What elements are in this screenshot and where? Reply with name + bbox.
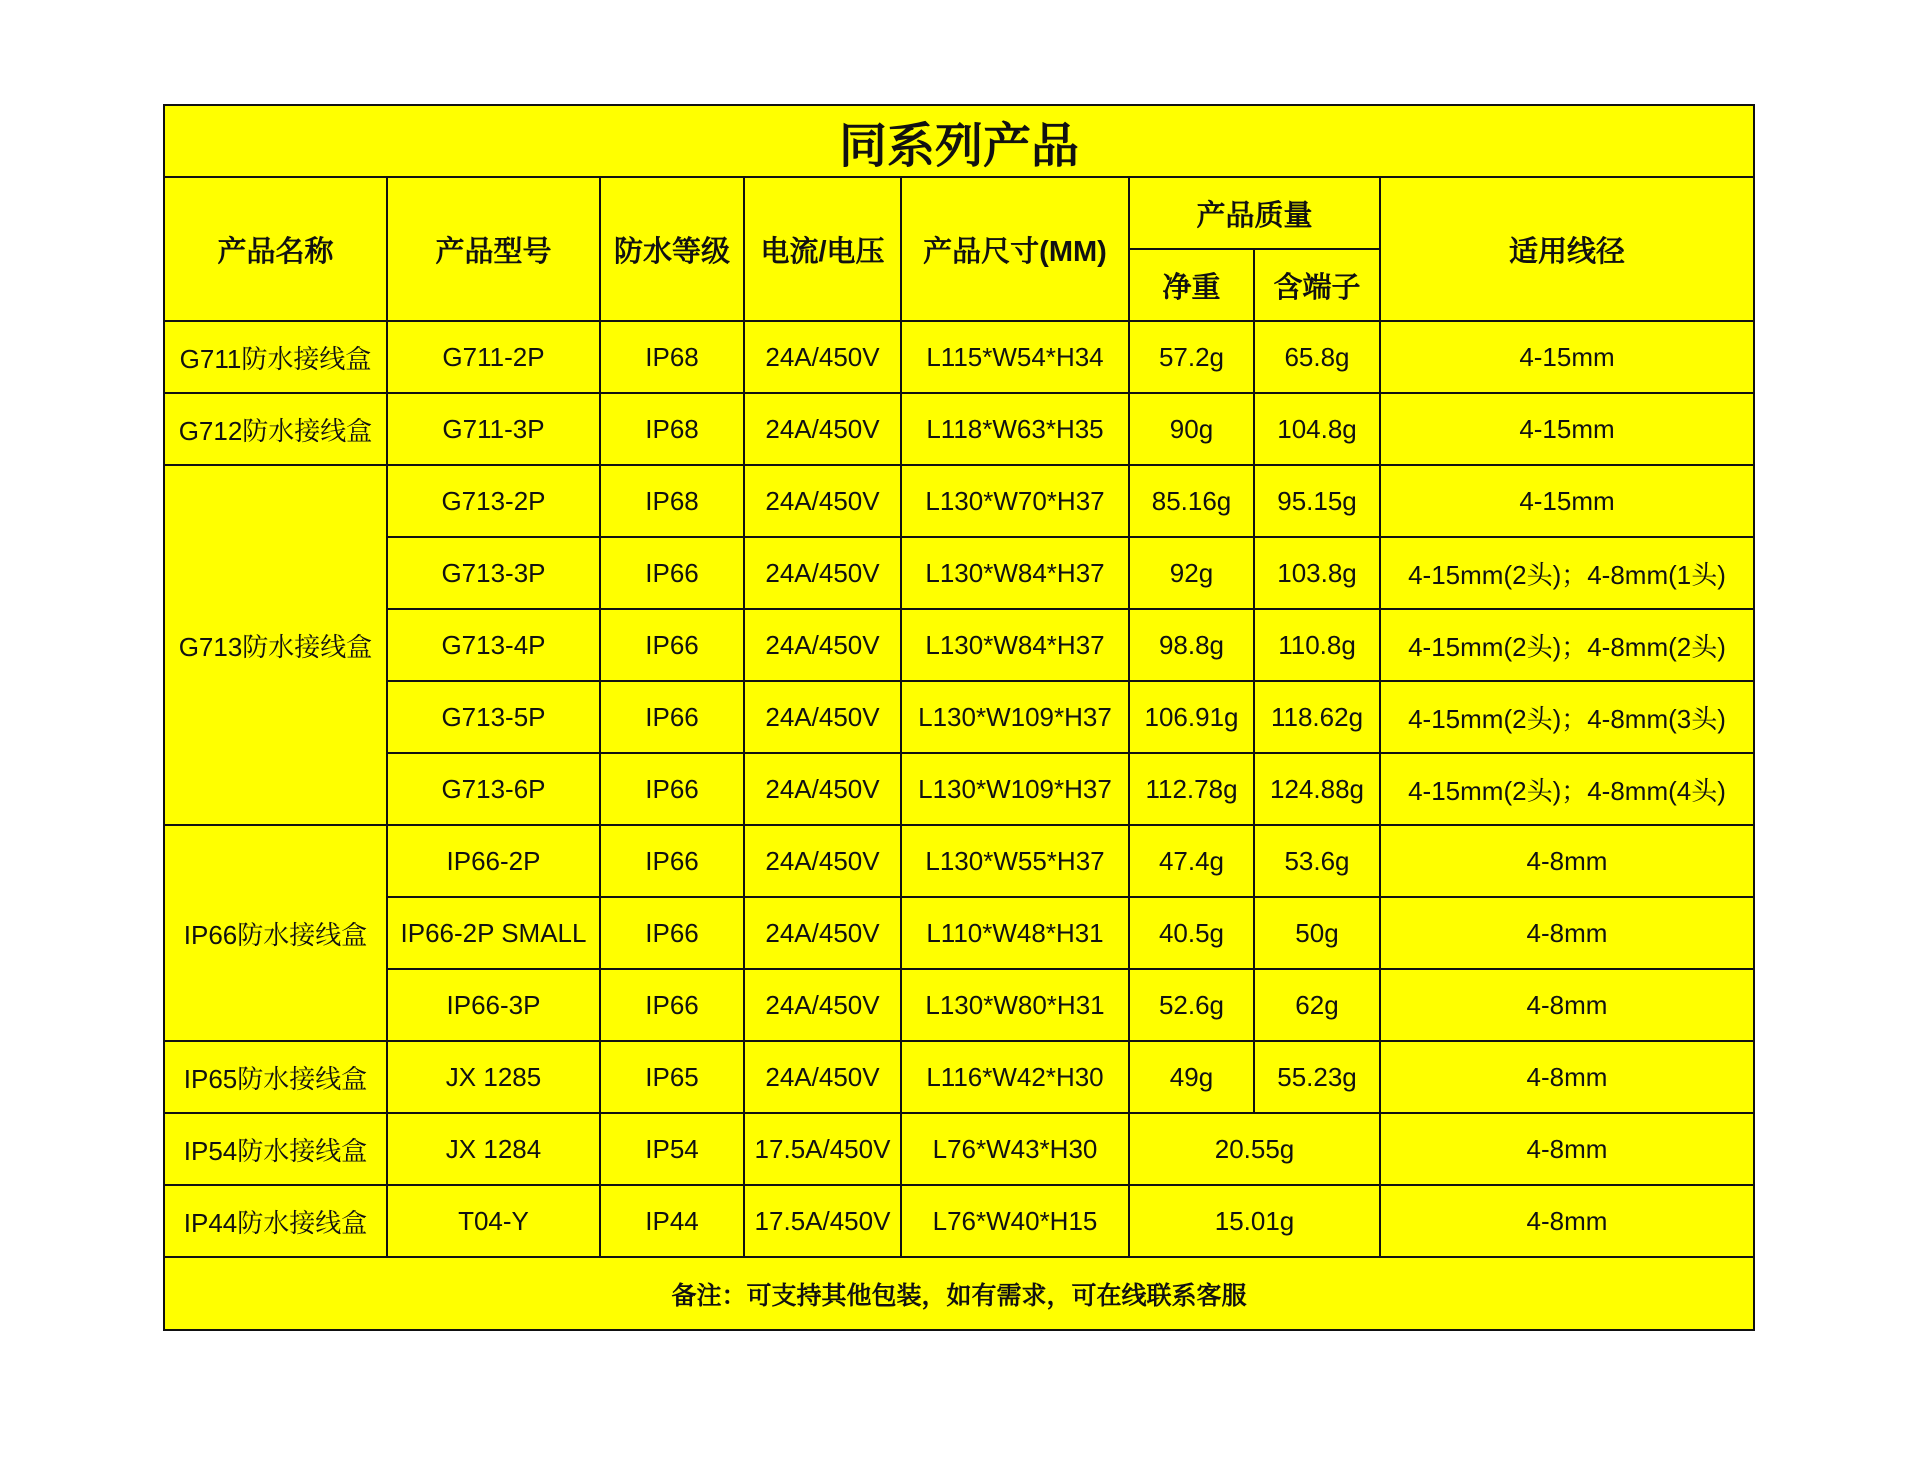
wire-diameter-cell: 4-8mm — [1380, 969, 1754, 1041]
current-voltage-cell: 24A/450V — [744, 321, 901, 393]
header-rating: 防水等级 — [600, 177, 744, 321]
terminal-weight-cell: 110.8g — [1254, 609, 1380, 681]
net-weight-cell: 112.78g — [1129, 753, 1254, 825]
wire-diameter-cell: 4-8mm — [1380, 1113, 1754, 1185]
terminal-weight-cell: 55.23g — [1254, 1041, 1380, 1113]
size-cell: L110*W48*H31 — [901, 897, 1129, 969]
table-title: 同系列产品 — [164, 105, 1754, 177]
rating-cell: IP44 — [600, 1185, 744, 1257]
size-cell: L130*W84*H37 — [901, 537, 1129, 609]
size-cell: L115*W54*H34 — [901, 321, 1129, 393]
model-cell: IP66-3P — [387, 969, 600, 1041]
table-row — [164, 537, 1754, 609]
model-cell: G713-3P — [387, 537, 600, 609]
header-name: 产品名称 — [164, 177, 387, 321]
size-cell: L130*W84*H37 — [901, 609, 1129, 681]
product-name-cell: G713防水接线盒 — [164, 465, 387, 825]
current-voltage-cell: 24A/450V — [744, 537, 901, 609]
model-cell: G713-5P — [387, 681, 600, 753]
header-weight: 产品质量 — [1129, 177, 1380, 249]
terminal-weight-cell: 124.88g — [1254, 753, 1380, 825]
size-cell: L130*W109*H37 — [901, 681, 1129, 753]
current-voltage-cell: 24A/450V — [744, 681, 901, 753]
model-cell: IP66-2P SMALL — [387, 897, 600, 969]
product-name-cell: G712防水接线盒 — [164, 393, 387, 465]
terminal-weight-cell: 53.6g — [1254, 825, 1380, 897]
size-cell: L130*W55*H37 — [901, 825, 1129, 897]
net-weight-cell: 47.4g — [1129, 825, 1254, 897]
rating-cell: IP68 — [600, 393, 744, 465]
terminal-weight-cell: 95.15g — [1254, 465, 1380, 537]
net-weight-cell: 49g — [1129, 1041, 1254, 1113]
size-cell: L130*W80*H31 — [901, 969, 1129, 1041]
table-row — [164, 681, 1754, 753]
size-cell: L118*W63*H35 — [901, 393, 1129, 465]
wire-diameter-cell: 4-8mm — [1380, 897, 1754, 969]
footer-note: 备注：可支持其他包装，如有需求，可在线联系客服 — [164, 1257, 1754, 1330]
model-cell: G711-2P — [387, 321, 600, 393]
rating-cell: IP66 — [600, 537, 744, 609]
wire-diameter-cell: 4-15mm(2头)；4-8mm(4头) — [1380, 753, 1754, 825]
terminal-weight-cell: 118.62g — [1254, 681, 1380, 753]
net-weight-cell: 106.91g — [1129, 681, 1254, 753]
header-model: 产品型号 — [387, 177, 600, 321]
rating-cell: IP66 — [600, 609, 744, 681]
model-cell: G713-4P — [387, 609, 600, 681]
terminal-weight-cell: 103.8g — [1254, 537, 1380, 609]
current-voltage-cell: 24A/450V — [744, 465, 901, 537]
wire-diameter-cell: 4-8mm — [1380, 1041, 1754, 1113]
size-cell: L130*W109*H37 — [901, 753, 1129, 825]
table-row — [164, 465, 1754, 537]
net-weight-cell: 57.2g — [1129, 321, 1254, 393]
net-weight-cell: 90g — [1129, 393, 1254, 465]
wire-diameter-cell: 4-15mm(2头)；4-8mm(1头) — [1380, 537, 1754, 609]
rating-cell: IP66 — [600, 969, 744, 1041]
weight-cell: 15.01g — [1129, 1185, 1380, 1257]
rating-cell: IP68 — [600, 321, 744, 393]
rating-cell: IP68 — [600, 465, 744, 537]
size-cell: L130*W70*H37 — [901, 465, 1129, 537]
header-net-weight: 净重 — [1129, 249, 1254, 321]
model-cell: JX 1284 — [387, 1113, 600, 1185]
current-voltage-cell: 17.5A/450V — [744, 1185, 901, 1257]
header-current-voltage: 电流/电压 — [744, 177, 901, 321]
terminal-weight-cell: 65.8g — [1254, 321, 1380, 393]
model-cell: G713-6P — [387, 753, 600, 825]
table-row — [164, 753, 1754, 825]
table-row — [164, 1041, 1754, 1113]
rating-cell: IP65 — [600, 1041, 744, 1113]
size-cell: L116*W42*H30 — [901, 1041, 1129, 1113]
net-weight-cell: 98.8g — [1129, 609, 1254, 681]
wire-diameter-cell: 4-15mm — [1380, 465, 1754, 537]
table-row — [164, 1113, 1754, 1185]
rating-cell: IP66 — [600, 897, 744, 969]
table-row — [164, 897, 1754, 969]
product-name-cell: IP54防水接线盒 — [164, 1113, 387, 1185]
net-weight-cell: 40.5g — [1129, 897, 1254, 969]
current-voltage-cell: 24A/450V — [744, 609, 901, 681]
rating-cell: IP66 — [600, 681, 744, 753]
product-series-table — [163, 104, 1755, 1331]
current-voltage-cell: 24A/450V — [744, 753, 901, 825]
model-cell: G711-3P — [387, 393, 600, 465]
product-name-cell: IP65防水接线盒 — [164, 1041, 387, 1113]
wire-diameter-cell: 4-15mm(2头)；4-8mm(3头) — [1380, 681, 1754, 753]
header-with-terminal: 含端子 — [1254, 249, 1380, 321]
current-voltage-cell: 17.5A/450V — [744, 1113, 901, 1185]
size-cell: L76*W40*H15 — [901, 1185, 1129, 1257]
wire-diameter-cell: 4-15mm(2头)；4-8mm(2头) — [1380, 609, 1754, 681]
size-cell: L76*W43*H30 — [901, 1113, 1129, 1185]
current-voltage-cell: 24A/450V — [744, 825, 901, 897]
current-voltage-cell: 24A/450V — [744, 969, 901, 1041]
model-cell: G713-2P — [387, 465, 600, 537]
terminal-weight-cell: 62g — [1254, 969, 1380, 1041]
table-row — [164, 825, 1754, 897]
wire-diameter-cell: 4-8mm — [1380, 825, 1754, 897]
current-voltage-cell: 24A/450V — [744, 897, 901, 969]
product-name-cell: G711防水接线盒 — [164, 321, 387, 393]
header-wire-diameter: 适用线径 — [1380, 177, 1754, 321]
terminal-weight-cell: 104.8g — [1254, 393, 1380, 465]
wire-diameter-cell: 4-15mm — [1380, 393, 1754, 465]
header-size: 产品尺寸(MM) — [901, 177, 1129, 321]
table-row — [164, 321, 1754, 393]
product-name-cell: IP66防水接线盒 — [164, 825, 387, 1041]
product-name-cell: IP44防水接线盒 — [164, 1185, 387, 1257]
wire-diameter-cell: 4-8mm — [1380, 1185, 1754, 1257]
rating-cell: IP54 — [600, 1113, 744, 1185]
model-cell: T04-Y — [387, 1185, 600, 1257]
current-voltage-cell: 24A/450V — [744, 393, 901, 465]
net-weight-cell: 52.6g — [1129, 969, 1254, 1041]
table-row — [164, 1185, 1754, 1257]
model-cell: JX 1285 — [387, 1041, 600, 1113]
table-row — [164, 609, 1754, 681]
terminal-weight-cell: 50g — [1254, 897, 1380, 969]
net-weight-cell: 92g — [1129, 537, 1254, 609]
table-row — [164, 969, 1754, 1041]
current-voltage-cell: 24A/450V — [744, 1041, 901, 1113]
table-row — [164, 393, 1754, 465]
rating-cell: IP66 — [600, 753, 744, 825]
model-cell: IP66-2P — [387, 825, 600, 897]
wire-diameter-cell: 4-15mm — [1380, 321, 1754, 393]
net-weight-cell: 85.16g — [1129, 465, 1254, 537]
rating-cell: IP66 — [600, 825, 744, 897]
weight-cell: 20.55g — [1129, 1113, 1380, 1185]
